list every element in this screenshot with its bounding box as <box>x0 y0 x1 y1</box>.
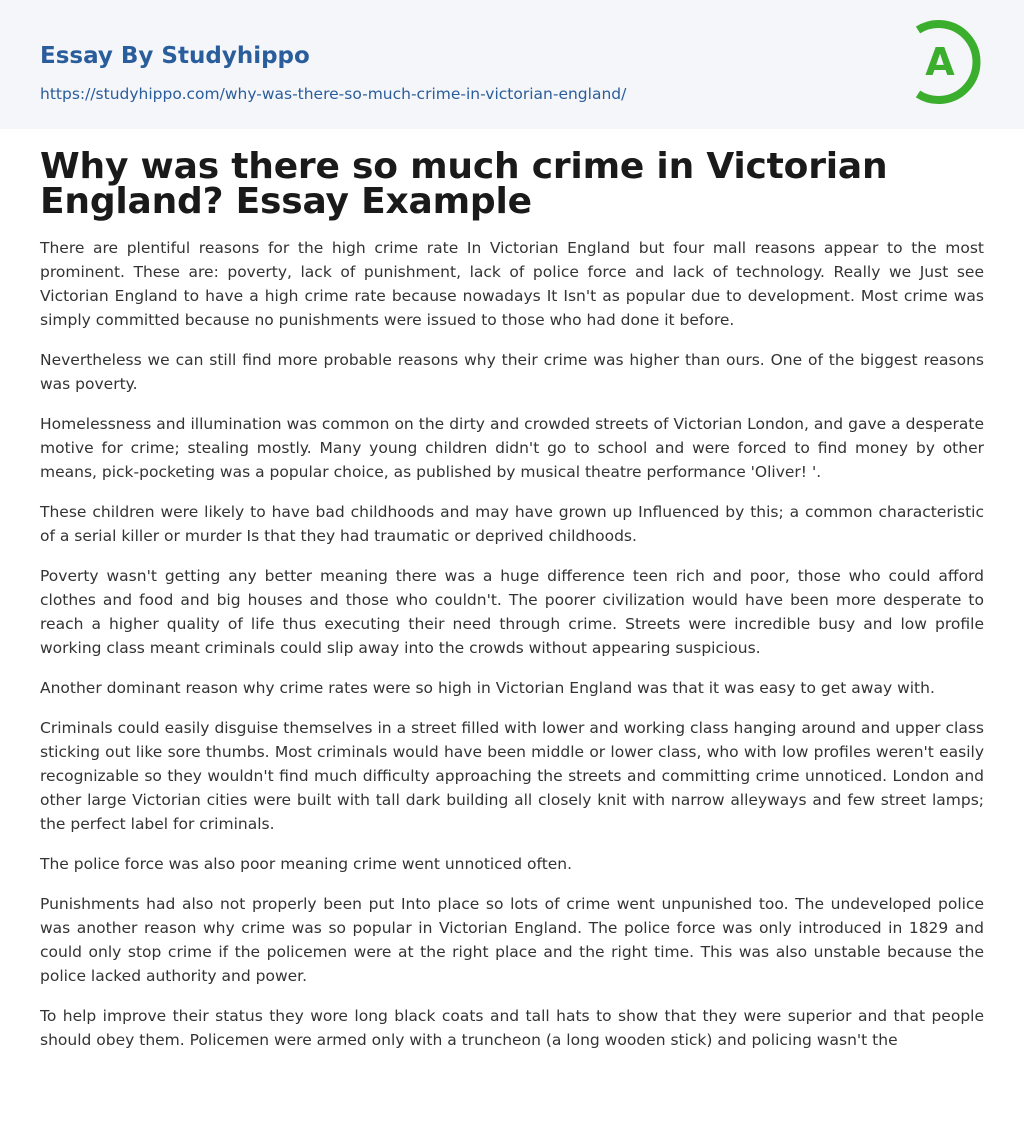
article-paragraph: Criminals could easily disguise themselves in a street filled with lower and working class hanging around and upper class sticking out like sore thumbs. Most criminals would have been middle or lower class, who with low profiles weren't easily recognizable so they wouldn't find much difficulty approaching the streets and committing crime unnoticed. London and other large Victorian cities were built with tall dark building all closely knit with narrow alleyways and few street lamps; the perfect label for criminals. <box>40 719 984 833</box>
article-paragraph: Another dominant reason why crime rates were so high in Victorian England was that it was easy to get away with. <box>40 679 935 697</box>
article-paragraph: The police force was also poor meaning crime went unnoticed often. <box>40 855 573 873</box>
site-header <box>0 0 1024 129</box>
source-url-link[interactable]: https://studyhippo.com/why-was-there-so-much-crime-in-victorian-england/ <box>40 85 627 103</box>
article-paragraph: Homelessness and illumination was common on the dirty and crowded streets of Victorian London, and gave a desperate motive for crime; stealing mostly. Many young children didn't go to school and were forced to find money by other means, pick-pocketing was a popular choice, as published by musical theatre performance 'Oliver! '. <box>40 415 984 481</box>
article-paragraph: Nevertheless we can still find more probable reasons why their crime was higher than ours. One of the biggest reasons was poverty. <box>40 351 984 393</box>
article-paragraph: To help improve their status they wore long black coats and tall hats to show that they were superior and that people should obey them. Policemen were armed only with a truncheon (a long wooden stick) and policing wasn't the <box>40 1007 984 1049</box>
article-paragraph: Punishments had also not properly been put Into place so lots of crime went unpunished too. The undeveloped police was another reason why crime was so popular in Victorian England. The police force was only introduced in 1829 and could only stop crime if the policemen were at the right place and the right time. This was also unstable because the police lacked authority and power. <box>40 895 984 985</box>
article-paragraph: There are plentiful reasons for the high crime rate In Victorian England but four mall reasons appear to the most prominent. These are: poverty, lack of punishment, lack of police force and lack of technology. Really we Just see Victorian England to have a high crime rate because nowadays It Isn't as popular due to development. Most crime was simply committed because no punishments were issued to those who had done it before. <box>40 239 984 329</box>
studyhippo-logo-icon[interactable] <box>911 18 987 106</box>
article-paragraph: Poverty wasn't getting any better meaning there was a huge difference teen rich and poor, those who could afford clothes and food and big houses and those who couldn't. The poorer civilization would have been more desperate to reach a higher quality of life thus executing their need through crime. Streets were incredible busy and low profile working class meant criminals could slip away into the crowds without appearing suspicious. <box>40 567 984 657</box>
article <box>0 146 1024 1052</box>
site-brand[interactable]: Essay By Studyhippo <box>40 43 310 69</box>
article-paragraph: These children were likely to have bad childhoods and may have grown up Influenced by this; a common characteristic of a serial killer or murder Is that they had traumatic or deprived childhoods. <box>40 503 984 545</box>
article-title: Why was there so much crime in Victorian England? Essay Example <box>40 146 888 222</box>
logo-letter: A <box>925 40 955 84</box>
